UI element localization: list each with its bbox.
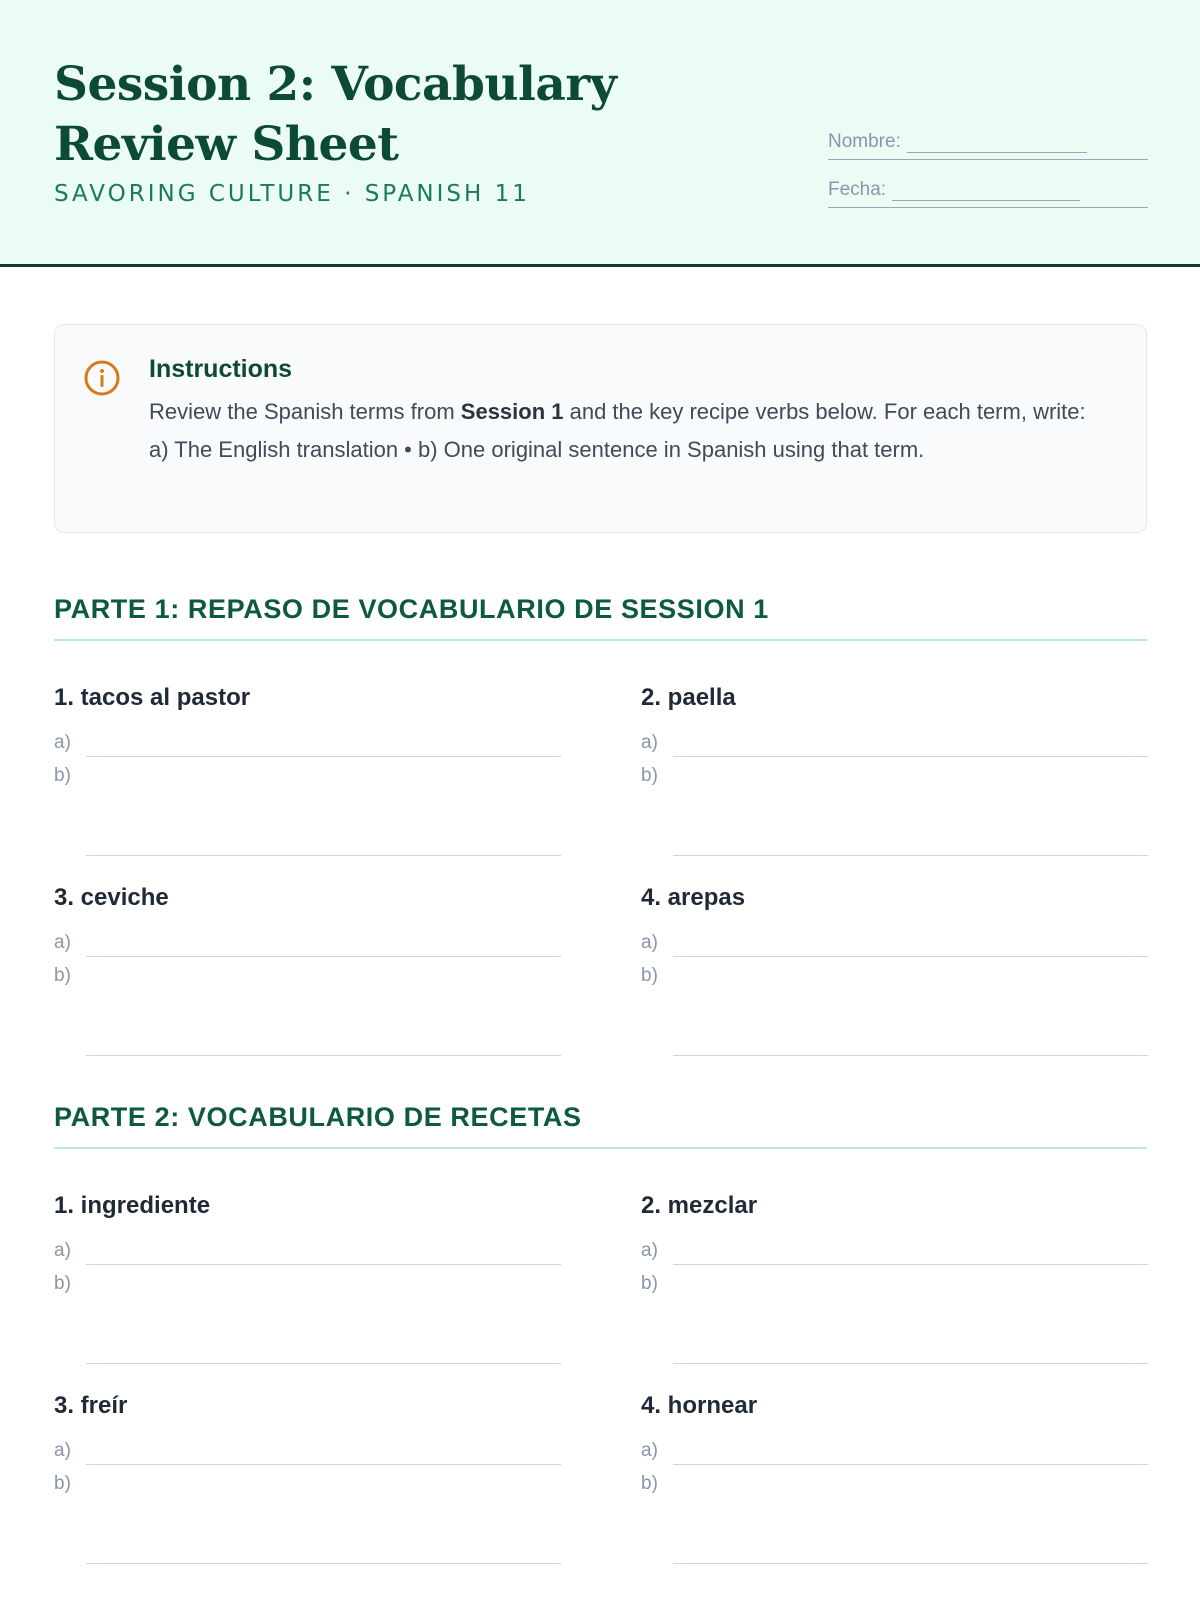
answer-a-label: a) xyxy=(54,1240,71,1261)
date-field[interactable] xyxy=(828,179,1148,208)
instructions-text-post: and the key recipe verbs below. For each term, write: xyxy=(563,399,1086,424)
vocab-item xyxy=(641,884,1148,984)
name-field[interactable] xyxy=(828,131,1148,160)
answer-b-line[interactable] xyxy=(86,1055,561,1056)
name-blank[interactable] xyxy=(907,136,1087,153)
vocab-term: 1. tacos al pastor xyxy=(54,684,251,711)
name-label: Nombre: xyxy=(828,131,901,152)
info-icon xyxy=(83,359,121,397)
vocab-item xyxy=(641,684,1148,784)
answer-b-line[interactable] xyxy=(86,855,561,856)
answer-a-label: a) xyxy=(641,732,658,753)
vocab-item xyxy=(641,1192,1148,1292)
answer-a-label: a) xyxy=(641,1240,658,1261)
answer-b-label: b) xyxy=(641,1473,658,1494)
part1-title: PARTE 1: REPASO DE VOCABULARIO DE SESSION 1 xyxy=(54,594,1147,641)
answer-a-label: a) xyxy=(641,1440,658,1461)
vocab-term: 3. freír xyxy=(54,1392,128,1419)
date-blank[interactable] xyxy=(892,184,1080,201)
page-header xyxy=(0,0,1200,267)
answer-b-line[interactable] xyxy=(86,1563,561,1564)
vocab-item xyxy=(54,1192,561,1292)
answer-b-line[interactable] xyxy=(86,1363,561,1364)
answer-a-label: a) xyxy=(54,1440,71,1461)
answer-b-line[interactable] xyxy=(673,1563,1148,1564)
instructions-body xyxy=(149,393,1109,469)
answer-b-label: b) xyxy=(641,765,658,786)
answer-b-line[interactable] xyxy=(673,1363,1148,1364)
answer-b-label: b) xyxy=(54,765,71,786)
vocab-item xyxy=(641,1392,1148,1492)
vocab-term: 2. paella xyxy=(641,684,736,711)
answer-b-label: b) xyxy=(54,965,71,986)
vocab-term: 2. mezclar xyxy=(641,1192,758,1219)
answer-b-label: b) xyxy=(641,965,658,986)
page-title: Session 2: Vocabulary Review Sheet xyxy=(54,57,617,172)
vocab-item xyxy=(54,884,561,984)
vocab-item xyxy=(54,684,561,784)
answer-a-label: a) xyxy=(641,932,658,953)
instructions-text-bold: Session 1 xyxy=(460,399,564,424)
instructions-text-pre: Review the Spanish terms from xyxy=(149,399,461,424)
vocab-term: 1. ingrediente xyxy=(54,1192,211,1219)
page-subtitle: SAVORING CULTURE · SPANISH 11 xyxy=(54,181,530,207)
answer-b-label: b) xyxy=(54,1273,71,1294)
vocab-term: 4. hornear xyxy=(641,1392,758,1419)
vocab-term: 3. ceviche xyxy=(54,884,169,911)
part2-title: PARTE 2: VOCABULARIO DE RECETAS xyxy=(54,1102,1147,1149)
instructions-title: Instructions xyxy=(149,355,293,383)
vocab-term: 4. arepas xyxy=(641,884,746,911)
answer-a-label: a) xyxy=(54,932,71,953)
instructions-box xyxy=(54,324,1147,533)
answer-b-line[interactable] xyxy=(673,855,1148,856)
date-label: Fecha: xyxy=(828,179,887,200)
answer-b-label: b) xyxy=(54,1473,71,1494)
vocab-item xyxy=(54,1392,561,1492)
answer-a-label: a) xyxy=(54,732,71,753)
answer-b-label: b) xyxy=(641,1273,658,1294)
instructions-line2: a) The English translation • b) One original sentence in Spanish using that term. xyxy=(149,437,925,462)
answer-b-line[interactable] xyxy=(673,1055,1148,1056)
